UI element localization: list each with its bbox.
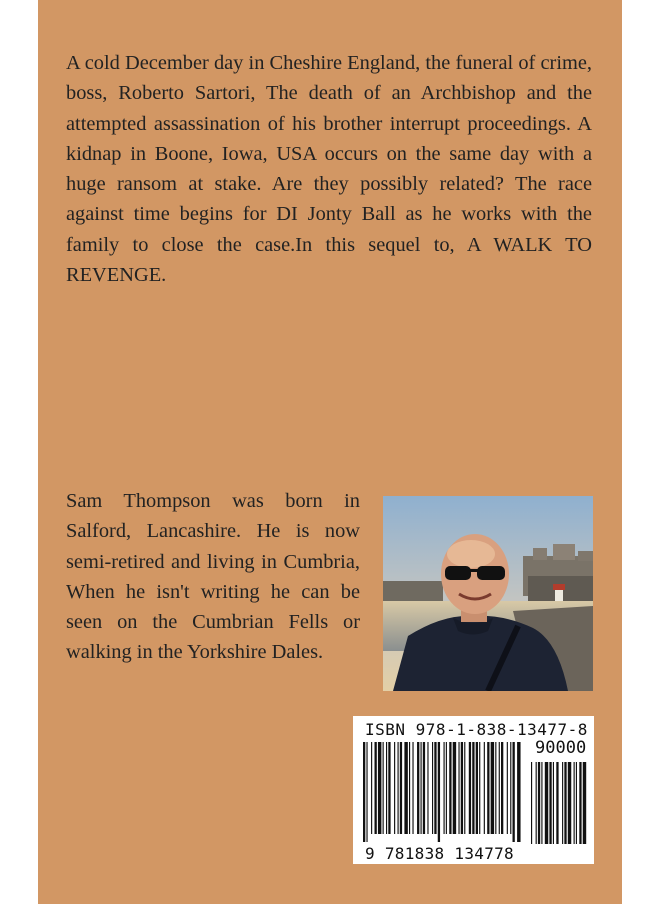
barcode-bar xyxy=(499,742,500,834)
barcode-addon-number: 90000 xyxy=(535,738,587,758)
barcode-bar xyxy=(453,742,456,834)
barcode-bar xyxy=(461,742,463,834)
book-blurb: A cold December day in Cheshire England, the funeral of crime, boss, Roberto Sartori, The death of an Archbishop and the attempted assassination of his brother interrupt proceedings. A kidnap in Boone, Iowa, USA occurs on the same day with a huge ransom at stake. Are they possibly related? The race against time begins for DI Jonty Ball as he works with the family to close the case.In this sequel to, A WALK TO REVENGE. xyxy=(66,52,592,287)
barcode-bar xyxy=(464,742,465,834)
barcode-bar xyxy=(371,742,372,834)
barcode-bar xyxy=(409,742,410,834)
addon-bar xyxy=(536,762,537,844)
addon-bar xyxy=(531,762,532,844)
barcode-bar xyxy=(491,742,494,834)
barcode-bar xyxy=(432,742,433,834)
barcode-bar xyxy=(458,742,459,834)
addon-bar xyxy=(556,762,558,844)
barcode-bar xyxy=(487,742,489,834)
barcode-bar xyxy=(513,742,515,842)
addon-bar xyxy=(576,762,577,844)
barcode-bar xyxy=(449,742,451,834)
barcode-bar xyxy=(375,742,377,834)
barcode-bar xyxy=(386,742,387,834)
barcode-bar xyxy=(394,742,395,834)
barcode-bar xyxy=(421,742,422,834)
barcode-bar xyxy=(507,742,508,834)
barcode-bar xyxy=(444,742,445,834)
barcode-bar xyxy=(469,742,471,834)
barcode-bar xyxy=(404,742,407,834)
addon-bar xyxy=(545,762,548,844)
barcode-bar xyxy=(423,742,425,834)
addon-bar xyxy=(553,762,554,844)
barcode-bar xyxy=(363,742,365,842)
ean-number: 9 781838 134778 xyxy=(365,844,514,863)
barcode-bar xyxy=(398,742,399,834)
barcode-bar xyxy=(378,742,381,834)
barcode-bars xyxy=(359,740,591,844)
barcode-bar xyxy=(479,742,480,834)
addon-bar xyxy=(541,762,542,844)
barcode-bar xyxy=(427,742,428,834)
barcode-bar xyxy=(484,742,485,834)
addon-bar xyxy=(568,762,571,844)
barcode-bar xyxy=(366,742,367,842)
barcode-bar xyxy=(472,742,474,834)
barcode-bar xyxy=(412,742,413,834)
addon-bar xyxy=(562,762,563,844)
barcode-bar xyxy=(510,742,511,834)
addon-bar xyxy=(549,762,551,844)
addon-bar xyxy=(564,762,566,844)
barcode-bar xyxy=(434,742,436,834)
addon-bar xyxy=(583,762,586,844)
barcode-bar xyxy=(476,742,478,834)
addon-bar xyxy=(579,762,581,844)
isbn-label: ISBN 978-1-838-13477-8 xyxy=(365,720,588,739)
barcode-bar xyxy=(417,742,419,834)
isbn-barcode xyxy=(353,716,594,864)
barcode-bar xyxy=(400,742,402,834)
barcode-bar xyxy=(383,742,384,834)
barcode-bar xyxy=(446,742,447,834)
barcode-bar xyxy=(438,742,440,842)
addon-bar xyxy=(574,762,575,844)
author-bio: Sam Thompson was born in Salford, Lancashire. He is now semi-retired and living in Cumbria, When he isn't writing he can be seen on the Cumbrian Fells or walking in the Yorkshire Dales. xyxy=(66,490,360,664)
author-photo xyxy=(383,496,593,691)
addon-bar xyxy=(538,762,540,844)
barcode-bar xyxy=(501,742,503,834)
barcode-bar xyxy=(388,742,390,834)
barcode-bar xyxy=(495,742,496,834)
barcode-bar xyxy=(517,742,520,842)
